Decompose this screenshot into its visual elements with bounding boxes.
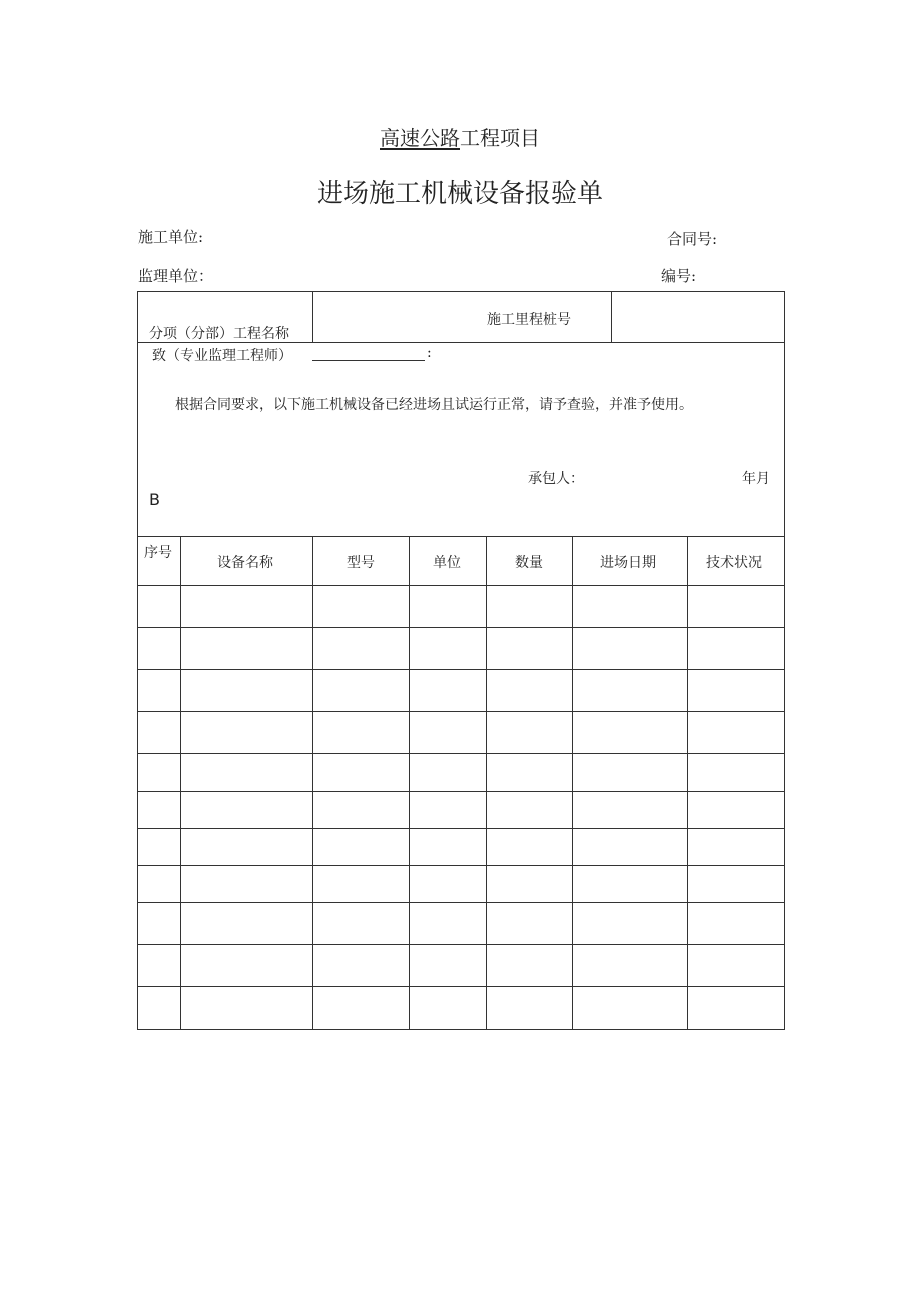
contract-no-label: 合同号: bbox=[667, 230, 718, 248]
stake-number-label: 施工里程桩号 bbox=[487, 312, 571, 328]
divider bbox=[312, 291, 313, 343]
table-row bbox=[137, 711, 785, 712]
table-row bbox=[137, 828, 785, 829]
divider bbox=[611, 291, 612, 343]
supervision-unit-label: 监理单位： bbox=[138, 267, 214, 285]
form-title: 进场施工机械设备报验单 bbox=[316, 179, 603, 209]
table-row bbox=[137, 865, 785, 866]
header-serial: 序号 bbox=[144, 545, 172, 561]
header-entry-date: 进场日期 bbox=[600, 555, 656, 571]
table-row bbox=[137, 753, 785, 754]
project-title bbox=[0, 122, 920, 151]
header-model: 型号 bbox=[347, 555, 375, 571]
contractor-label: 承包人： bbox=[528, 471, 584, 487]
to-engineer-label: 致（专业监理工程师） bbox=[152, 348, 292, 364]
column-line bbox=[486, 536, 487, 1030]
table-row bbox=[137, 902, 785, 903]
project-title-rest: 工程项目 bbox=[460, 126, 540, 150]
construction-unit-label: 施工单位: bbox=[138, 228, 204, 246]
header-technical-status: 技术状况 bbox=[706, 555, 762, 571]
mark-b: B bbox=[149, 490, 160, 509]
column-line bbox=[687, 536, 688, 1030]
header-equipment-name: 设备名称 bbox=[217, 555, 273, 571]
engineer-name-line bbox=[312, 360, 425, 361]
column-line bbox=[572, 536, 573, 1030]
table-row bbox=[137, 627, 785, 628]
engineer-colon: : bbox=[427, 345, 432, 361]
table-row bbox=[137, 585, 785, 586]
column-line bbox=[409, 536, 410, 1030]
table-row bbox=[137, 944, 785, 945]
request-body-text: 根据合同要求，以下施工机械设备已经进场且试运行正常，请予查验，并准予使用。 bbox=[175, 397, 693, 413]
table-row bbox=[137, 791, 785, 792]
column-line bbox=[180, 536, 181, 1030]
column-line bbox=[312, 536, 313, 1030]
sub-project-name-label: 分项（分部）工程名称 bbox=[149, 326, 289, 342]
header-quantity: 数量 bbox=[515, 555, 543, 571]
header-unit: 单位 bbox=[433, 555, 461, 571]
table-row bbox=[137, 986, 785, 987]
table-row bbox=[137, 669, 785, 670]
serial-no-label: 编号: bbox=[661, 267, 697, 285]
project-title-underlined: 高速公路 bbox=[380, 126, 460, 150]
date-label: 年月 bbox=[742, 471, 770, 487]
